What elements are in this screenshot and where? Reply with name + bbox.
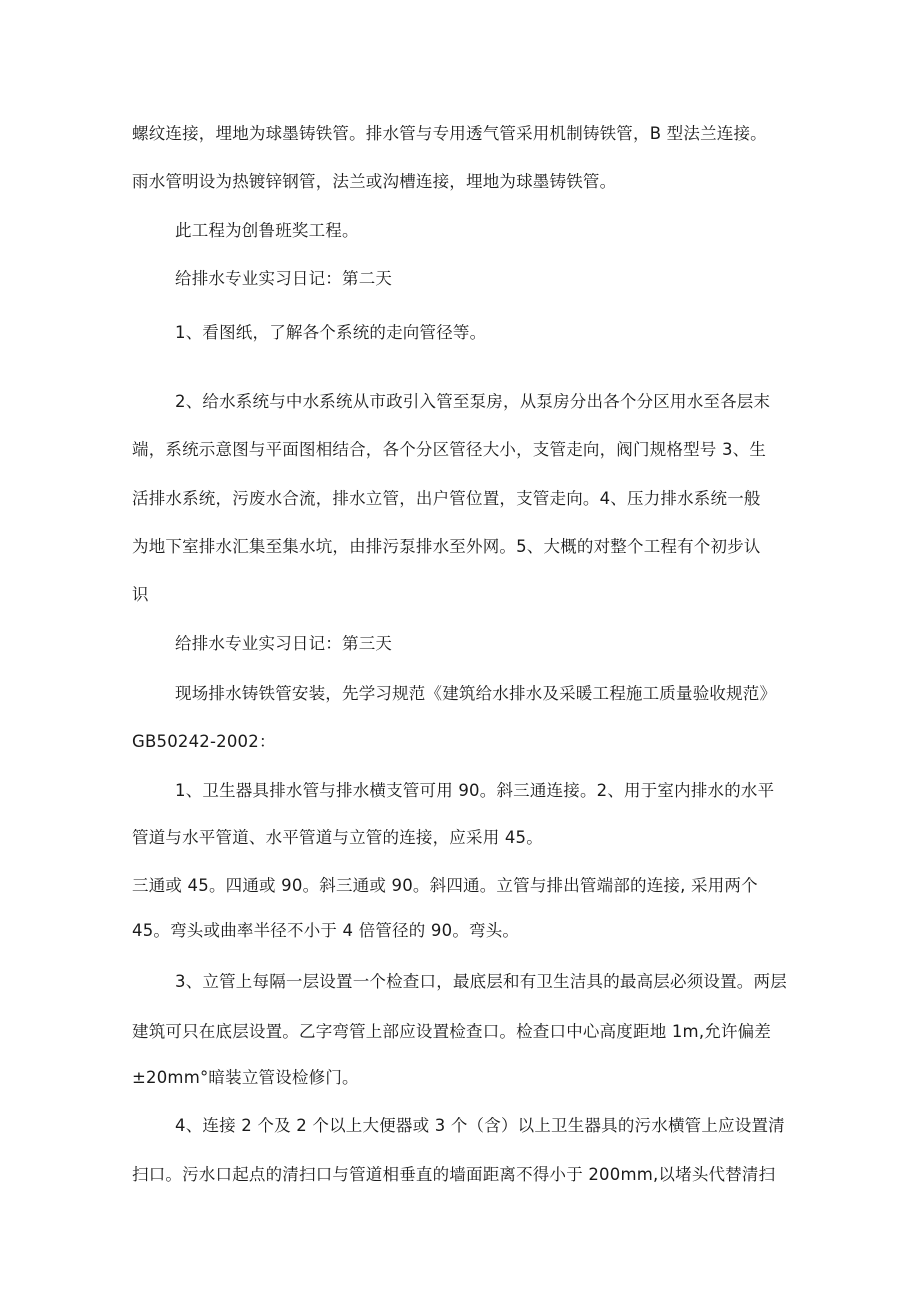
paragraph-line: 45。弯头或曲率半径不小于 4 倍管径的 90。弯头。 xyxy=(132,921,520,940)
paragraph-line: 4、连接 2 个及 2 个以上大便器或 3 个（含）以上卫生器具的污水横管上应设置清 xyxy=(175,1116,785,1135)
section-heading: 给排水专业实习日记：第二天 xyxy=(175,269,393,288)
paragraph-line: 1、卫生器具排水管与排水横支管可用 90。斜三通连接。2、用于室内排水的水平 xyxy=(175,781,775,800)
paragraph-line: 雨水管明设为热镀锌钢管，法兰或沟槽连接，埋地为球墨铸铁管。 xyxy=(132,172,617,191)
paragraph-line: 为地下室排水汇集至集水坑，由排污泵排水至外网。5、大概的对整个工程有个初步认 xyxy=(132,537,761,556)
paragraph-line: 三通或 45。四通或 90。斜三通或 90。斜四通。立管与排出管端部的连接, 采用两个 xyxy=(132,876,758,895)
paragraph-line: 3、立管上每隔一层设置一个检查口，最底层和有卫生洁具的最高层必须设置。两层 xyxy=(175,972,787,991)
paragraph-line: 管道与水平管道、水平管道与立管的连接，应采用 45。 xyxy=(132,828,543,847)
paragraph-line: 建筑可只在底层设置。乙字弯管上部应设置检查口。检查口中心高度距地 1m,允许偏差 xyxy=(132,1022,772,1041)
paragraph-line: ±20mm°暗装立管设检修门。 xyxy=(132,1068,359,1087)
section-heading: 给排水专业实习日记：第三天 xyxy=(175,634,393,653)
paragraph-line: 1、看图纸，了解各个系统的走向管径等。 xyxy=(175,323,487,342)
paragraph-line: 端，系统示意图与平面图相结合，各个分区管径大小，支管走向，阀门规格型号 3、生 xyxy=(132,440,767,459)
paragraph-line: 识 xyxy=(132,585,149,604)
paragraph-line: 2、给水系统与中水系统从市政引入管至泵房，从泵房分出各个分区用水至各层末 xyxy=(175,392,771,411)
paragraph-line: 螺纹连接，埋地为球墨铸铁管。排水管与专用透气管采用机制铸铁管，B 型法兰连接。 xyxy=(132,124,767,143)
paragraph-line: 此工程为创鲁班奖工程。 xyxy=(175,221,359,240)
paragraph-line: 现场排水铸铁管安装，先学习规范《建筑给水排水及采暖工程施工质量验收规范》 xyxy=(175,684,777,703)
paragraph-line: 扫口。污水口起点的清扫口与管道相垂直的墙面距离不得小于 200mm,以堵头代替清扫 xyxy=(132,1165,776,1184)
paragraph-line: 活排水系统，污废水合流，排水立管，出户管位置，支管走向。4、压力排水系统一般 xyxy=(132,489,761,508)
paragraph-line: GB50242-2002： xyxy=(132,732,276,751)
